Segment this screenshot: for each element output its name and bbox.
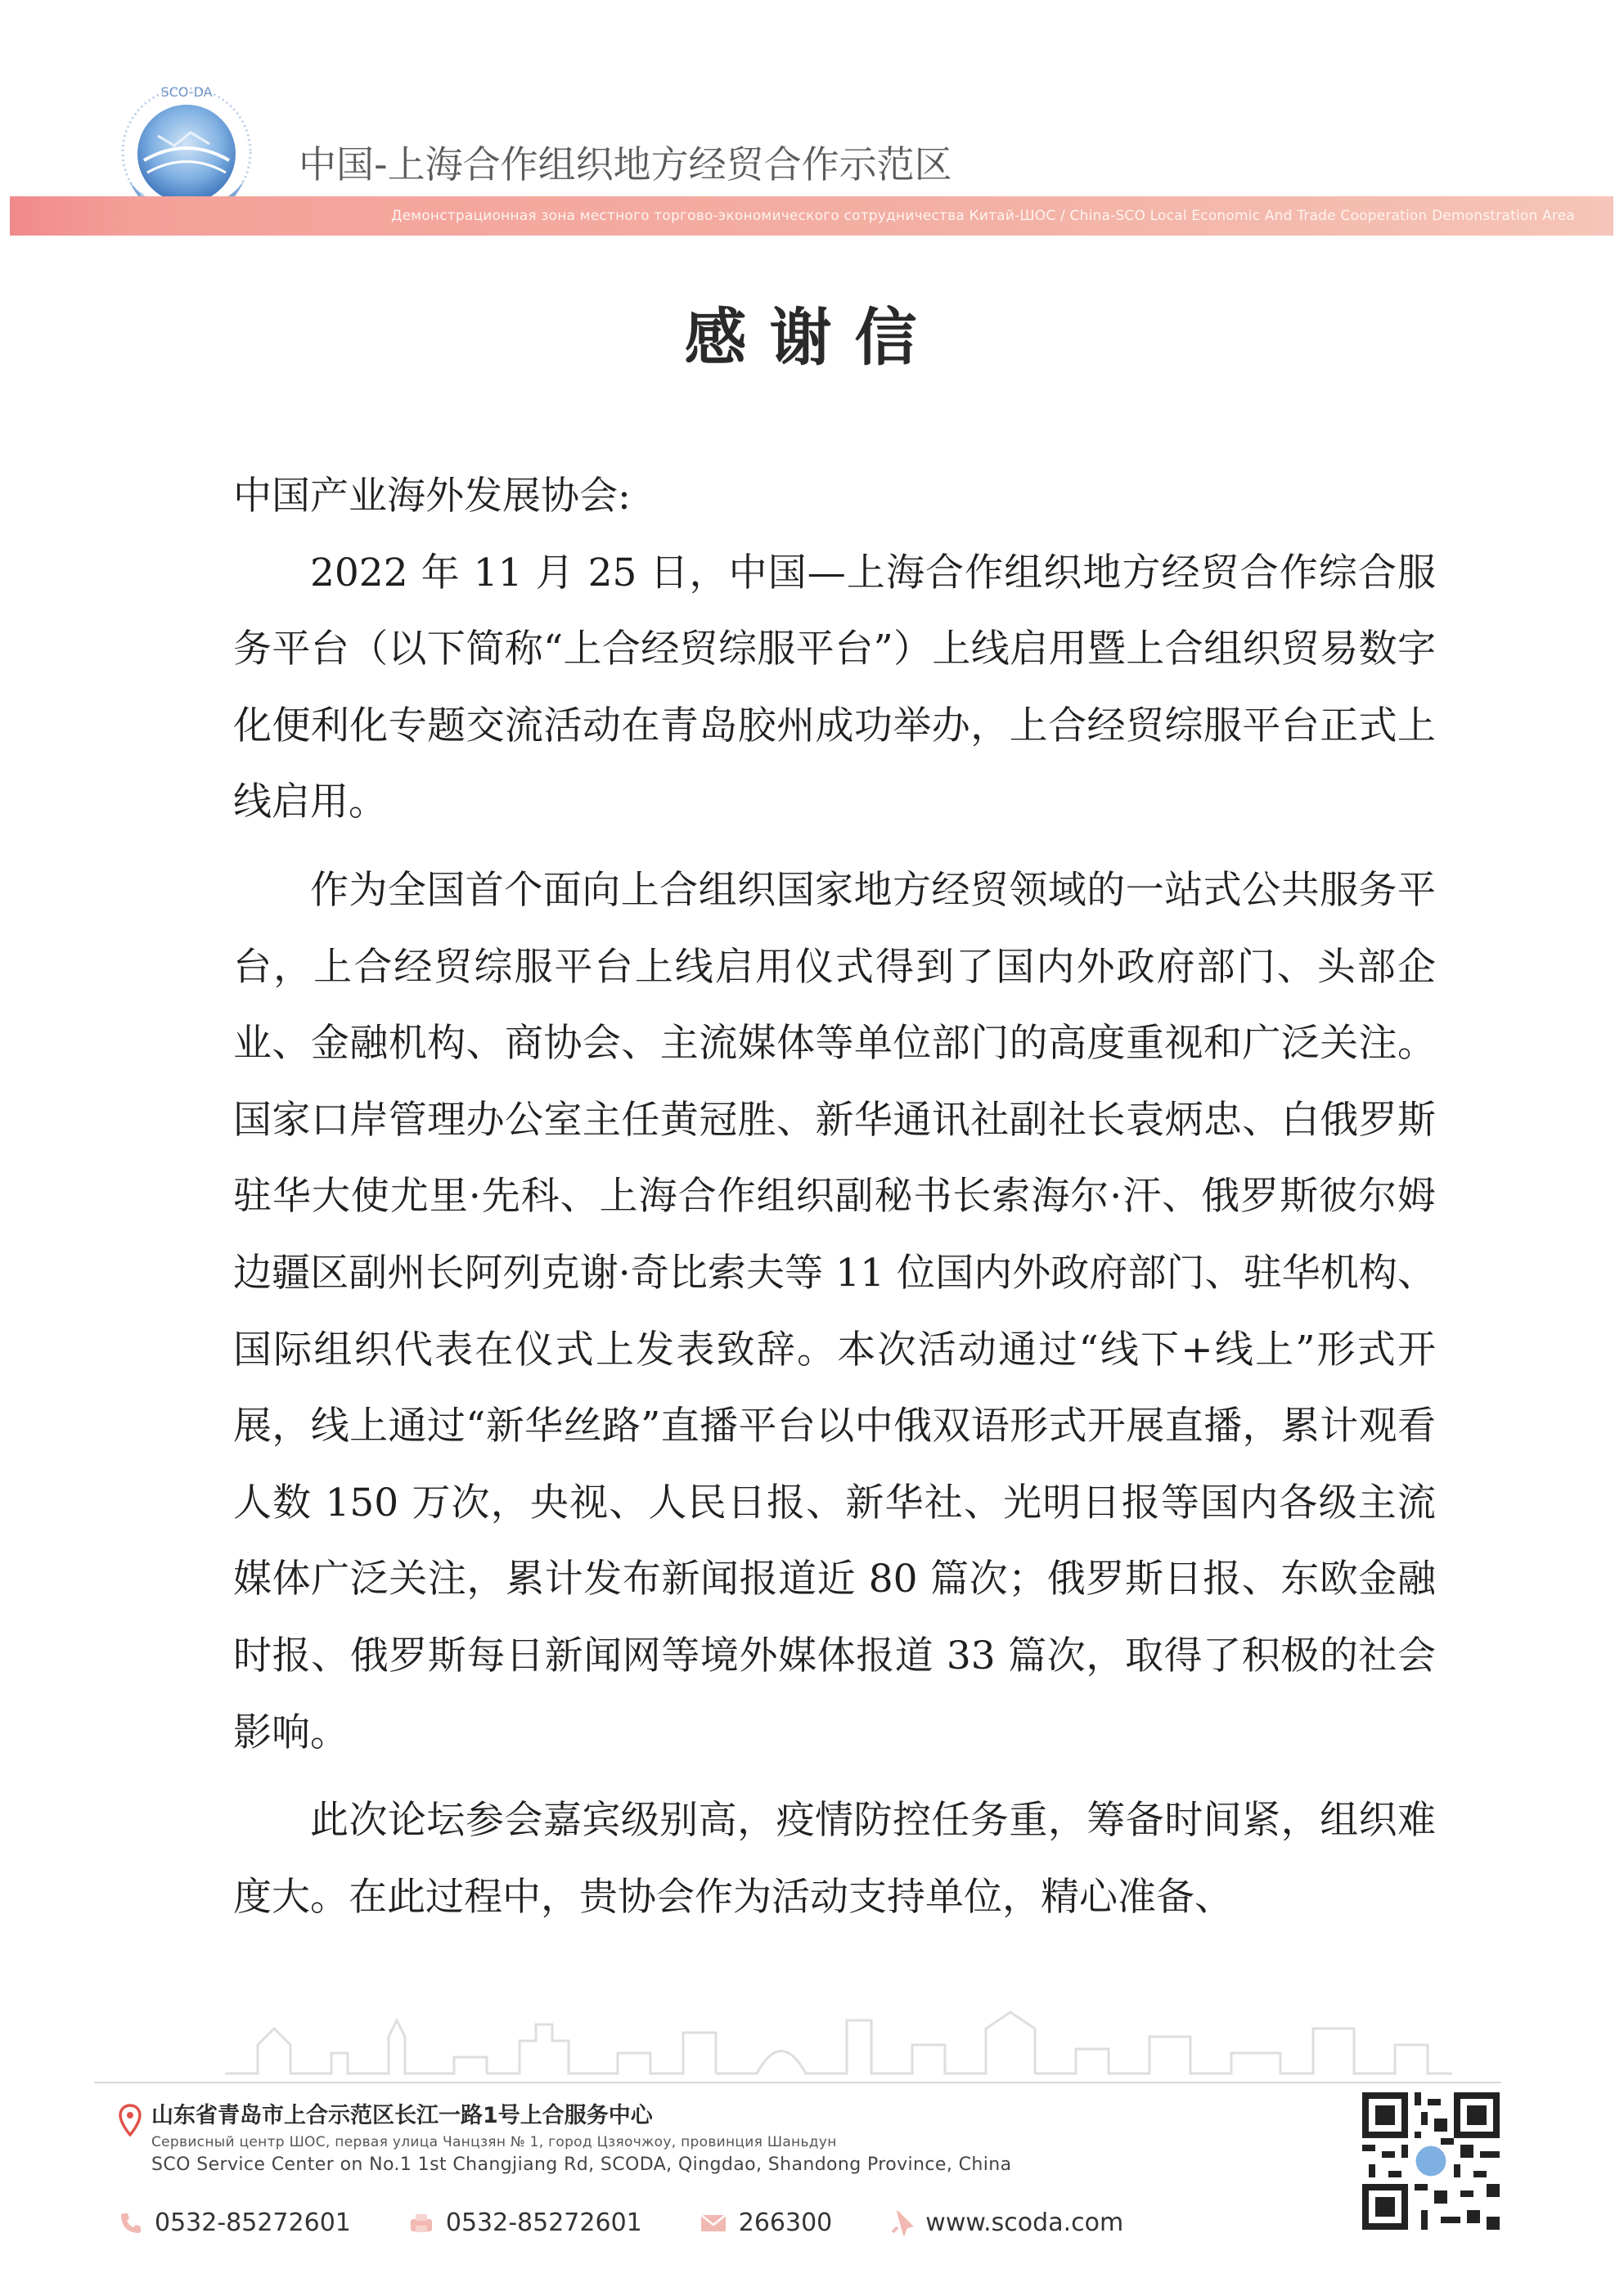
web-icon — [889, 2211, 914, 2235]
address-chinese: 山东省青岛市上合示范区长江一路1号上合服务中心 — [151, 2103, 653, 2128]
city-skyline-decoration — [225, 1996, 1452, 2078]
footer-address — [119, 2101, 1329, 2177]
website[interactable]: www.scoda.com — [925, 2208, 1124, 2237]
footer — [119, 2101, 1329, 2237]
fax-icon — [408, 2212, 434, 2235]
address-russian: Сервисный центр ШОС, первая улица Чанцзян № 1, город Цзяочжоу, провинция Шаньдун — [151, 2134, 837, 2150]
address-english: SCO Service Center on No.1 1st Changjiang Rd, SCODA, Qingdao, Shandong Province, China — [151, 2154, 1012, 2175]
qr-code — [1362, 2092, 1500, 2230]
phone-contact — [119, 2208, 351, 2237]
logo-text: SCO-DA — [160, 84, 213, 100]
footer-contacts — [119, 2208, 1329, 2237]
paragraph: 此次论坛参会嘉宾级别高，疫情防控任务重，筹备时间紧，组织难度大。在此过程中，贵协会作为活动支持单位，精心准备、 — [233, 1798, 1436, 1920]
website-contact — [889, 2208, 1123, 2237]
letter-body — [233, 458, 1436, 1935]
salutation: 中国产业海外发展协会: — [233, 474, 631, 519]
footer-divider — [94, 2082, 1501, 2083]
pin-icon — [119, 2104, 142, 2136]
mail-icon — [700, 2213, 727, 2234]
postcode: 266300 — [738, 2208, 833, 2237]
phone-icon — [119, 2211, 143, 2235]
fax-number: 0532-85272601 — [445, 2208, 642, 2237]
letter-title: 感谢信 — [684, 301, 940, 374]
phone-number: 0532-85272601 — [155, 2208, 351, 2237]
paragraph: 作为全国首个面向上合组织国家地方经贸领域的一站式公共服务平台，上合经贸综服平台上线启用仪式得到了国内外政府部门、头部企业、金融机构、商协会、主流媒体等单位部门的高度重视和广泛关注。国家口岸管理办公室主任黄冠胜、新华通讯社副社长袁炳忠、白俄罗斯驻华大使尤里·先科、上海合作组织副秘书长索海尔·汗、俄罗斯彼尔姆边疆区副州长阿列克谢·奇比索夫等 11 位国内外政府部门、驻华机构、国际组织代表在仪式上发表致辞。本次活动通过“线下+线上”形式开展，线上通过“新华丝路”直播平台以中俄双语形式开展直播，累计观看人数 150 万次，央视、人民日报、新华社、光明日报等国内各级主流媒体广泛关注，累计发布新闻报道近 80 篇次；俄罗斯日报、东欧金融时报、俄罗斯每日新闻网等境外媒体报道 33 篇次，取得了积极的社会影响。 — [233, 867, 1436, 1755]
fax-contact — [408, 2208, 642, 2237]
postcode-contact — [700, 2208, 833, 2237]
paragraph: 2022 年 11 月 25 日，中国—上海合作组织地方经贸合作综合服务平台（以下简称“上合经贸综服平台”）上线启用暨上合组织贸易数字化便利化专题交流活动在青岛胶州成功举办，上合经贸综服平台正式上线启用。 — [233, 550, 1436, 825]
organization-name: 中国-上海合作组织地方经贸合作示范区 — [299, 142, 952, 186]
header-band-text: Демонстрационная зона местного торгово-экономического сотрудничества Китай-ШОС / China-SCO Local Economic And Trade Cooperation Demonstration Area — [391, 208, 1575, 224]
